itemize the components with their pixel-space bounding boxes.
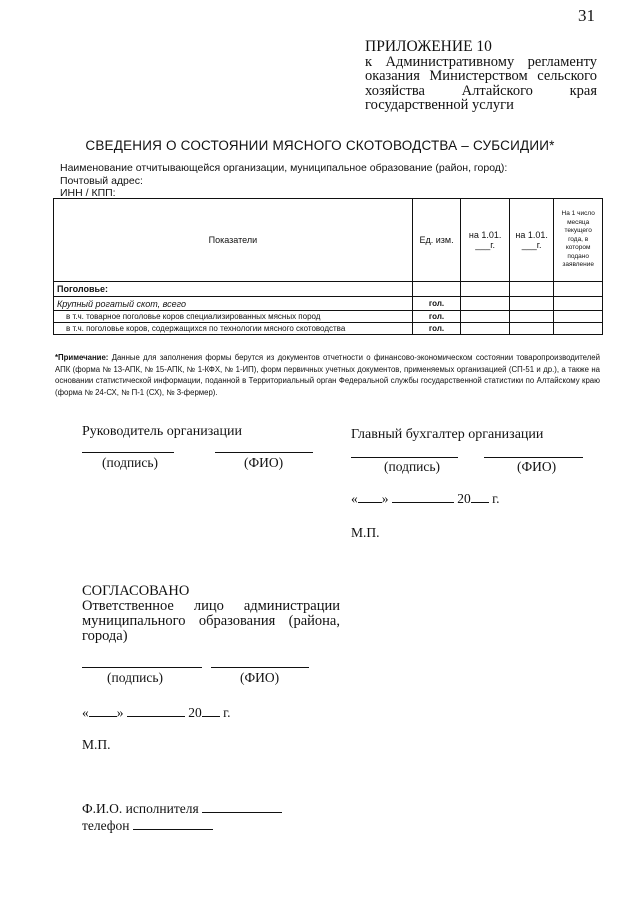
- table-cell: [509, 282, 553, 297]
- table-section-row: [54, 282, 603, 297]
- executor-phone-row: [82, 817, 213, 834]
- agreed-line: Ответственное лицо администрации: [82, 598, 340, 614]
- executor-name-blank: [202, 800, 282, 813]
- table-cell: [554, 282, 603, 297]
- appendix-title: ПРИЛОЖЕНИЕ 10: [365, 38, 492, 55]
- header-current-month: На 1 число месяца текущего года, в котором подано заявление: [554, 199, 603, 282]
- appendix-line: к Административному регламенту: [365, 53, 597, 70]
- agreed-line: города): [82, 628, 128, 644]
- table-row: [54, 311, 603, 323]
- accountant-signature-line: [351, 457, 458, 458]
- year-suffix: г.: [223, 705, 231, 720]
- accountant-name-caption: (ФИО): [517, 459, 557, 474]
- postal-address-label: Почтовый адрес:: [60, 174, 143, 187]
- row-label: в т.ч. поголовье коров, содержащихся по технологии мясного скотоводства: [54, 323, 413, 335]
- agreed-signature-line: [82, 667, 202, 668]
- organization-name-label: Наименование отчитывающейся организации, муниципальное образование (район, город):: [60, 162, 508, 174]
- table-cell: [412, 282, 461, 297]
- accountant-date-line: [351, 490, 500, 507]
- header-unit: Ед. изм.: [412, 199, 461, 282]
- table-cell: [461, 282, 510, 297]
- date-close-quote: »: [381, 491, 389, 506]
- accountant-name-line: [484, 457, 583, 458]
- accountant-stamp-place: М.П.: [351, 525, 380, 540]
- organization-info: [60, 162, 507, 200]
- month-blank: [127, 704, 185, 717]
- table-cell: [554, 311, 603, 323]
- section-label: Поголовье:: [54, 282, 413, 297]
- header-date1-top: на 1.01.: [468, 230, 502, 240]
- table-row: [54, 297, 603, 311]
- table-header-row: [54, 199, 603, 282]
- row-label: Крупный рогатый скот, всего: [54, 297, 413, 311]
- head-name-caption: (ФИО): [244, 455, 284, 470]
- agreed-line: муниципального образования (района,: [82, 613, 340, 629]
- year-suffix: г.: [492, 491, 500, 506]
- footnote-label: *Примечание:: [55, 353, 109, 362]
- header-date1: [461, 199, 510, 282]
- executor-name-row: [82, 800, 282, 817]
- year-blank: [471, 490, 489, 503]
- inn-kpp-label: ИНН / КПП:: [60, 187, 116, 199]
- agreed-name-caption: (ФИО): [240, 670, 280, 685]
- executor-phone-label: телефон: [82, 818, 130, 833]
- date-open-quote: «: [351, 491, 358, 506]
- appendix-block: [365, 40, 597, 113]
- row-label: в т.ч. товарное поголовье коров специализированных мясных пород: [54, 311, 413, 323]
- head-signature-caption: (подпись): [102, 455, 159, 470]
- header-date1-bottom: ___г.: [475, 240, 495, 250]
- row-unit: гол.: [412, 297, 461, 311]
- table-cell: [509, 297, 553, 311]
- head-signature-line: [82, 452, 174, 453]
- accountant-signature-caption: (подпись): [384, 459, 441, 474]
- agreed-title: СОГЛАСОВАНО: [82, 583, 190, 599]
- table-cell: [509, 311, 553, 323]
- executor-name-label: Ф.И.О. исполнителя: [82, 801, 199, 816]
- page-number: 31: [578, 6, 595, 25]
- head-signature-title: Руководитель организации: [82, 424, 242, 439]
- table-cell: [554, 323, 603, 335]
- table-cell: [509, 323, 553, 335]
- row-unit: гол.: [412, 311, 461, 323]
- agreed-name-line: [211, 667, 309, 668]
- row-unit: гол.: [412, 323, 461, 335]
- date-close-quote: »: [116, 705, 124, 720]
- executor-phone-blank: [133, 817, 213, 830]
- year-prefix: 20: [457, 491, 471, 506]
- footnote-text: Данные для заполнения формы берутся из документов отчетности о финансово-экономическом состоянии товаропроизводителей АПК (форма № 13-АПК, № 15-АПК, № 1-КФХ, № 1-ИП), форм первичных учетных документов, применяемых организацией (СП-51 и др.), а также на основании статистической информации, поданной в Территориальный орган Федеральной службы государственной статистики по Алтайскому краю (форма № 24-СХ, № П-1 (СХ), № 3-фермер).: [55, 353, 600, 397]
- agreed-date-line: [82, 704, 231, 721]
- header-date2: [509, 199, 553, 282]
- appendix-line: оказания Министерством сельского: [365, 68, 597, 84]
- table-row: [54, 323, 603, 335]
- appendix-line: государственной услуги: [365, 97, 514, 113]
- table-cell: [554, 297, 603, 311]
- agreed-stamp-place: М.П.: [82, 737, 111, 752]
- day-blank: [358, 490, 382, 503]
- table-cell: [461, 297, 510, 311]
- day-blank: [89, 704, 117, 717]
- agreed-block: [82, 584, 340, 644]
- table-cell: [461, 311, 510, 323]
- head-name-line: [215, 452, 313, 453]
- month-blank: [392, 490, 454, 503]
- header-date2-bottom: ___г.: [521, 240, 542, 250]
- footnote: [55, 352, 600, 398]
- header-date2-top: на 1.01.: [515, 230, 548, 240]
- agreed-signature-caption: (подпись): [107, 670, 164, 685]
- document-title: СВЕДЕНИЯ О СОСТОЯНИИ МЯСНОГО СКОТОВОДСТВА – СУБСИДИИ*: [85, 138, 555, 153]
- year-blank: [202, 704, 220, 717]
- livestock-table: [53, 198, 603, 335]
- appendix-line: хозяйства Алтайского края: [365, 82, 597, 99]
- accountant-signature-title: Главный бухгалтер организации: [351, 427, 544, 442]
- date-open-quote: «: [82, 705, 89, 720]
- table-cell: [461, 323, 510, 335]
- year-prefix: 20: [188, 705, 202, 720]
- header-indicators: Показатели: [54, 199, 413, 282]
